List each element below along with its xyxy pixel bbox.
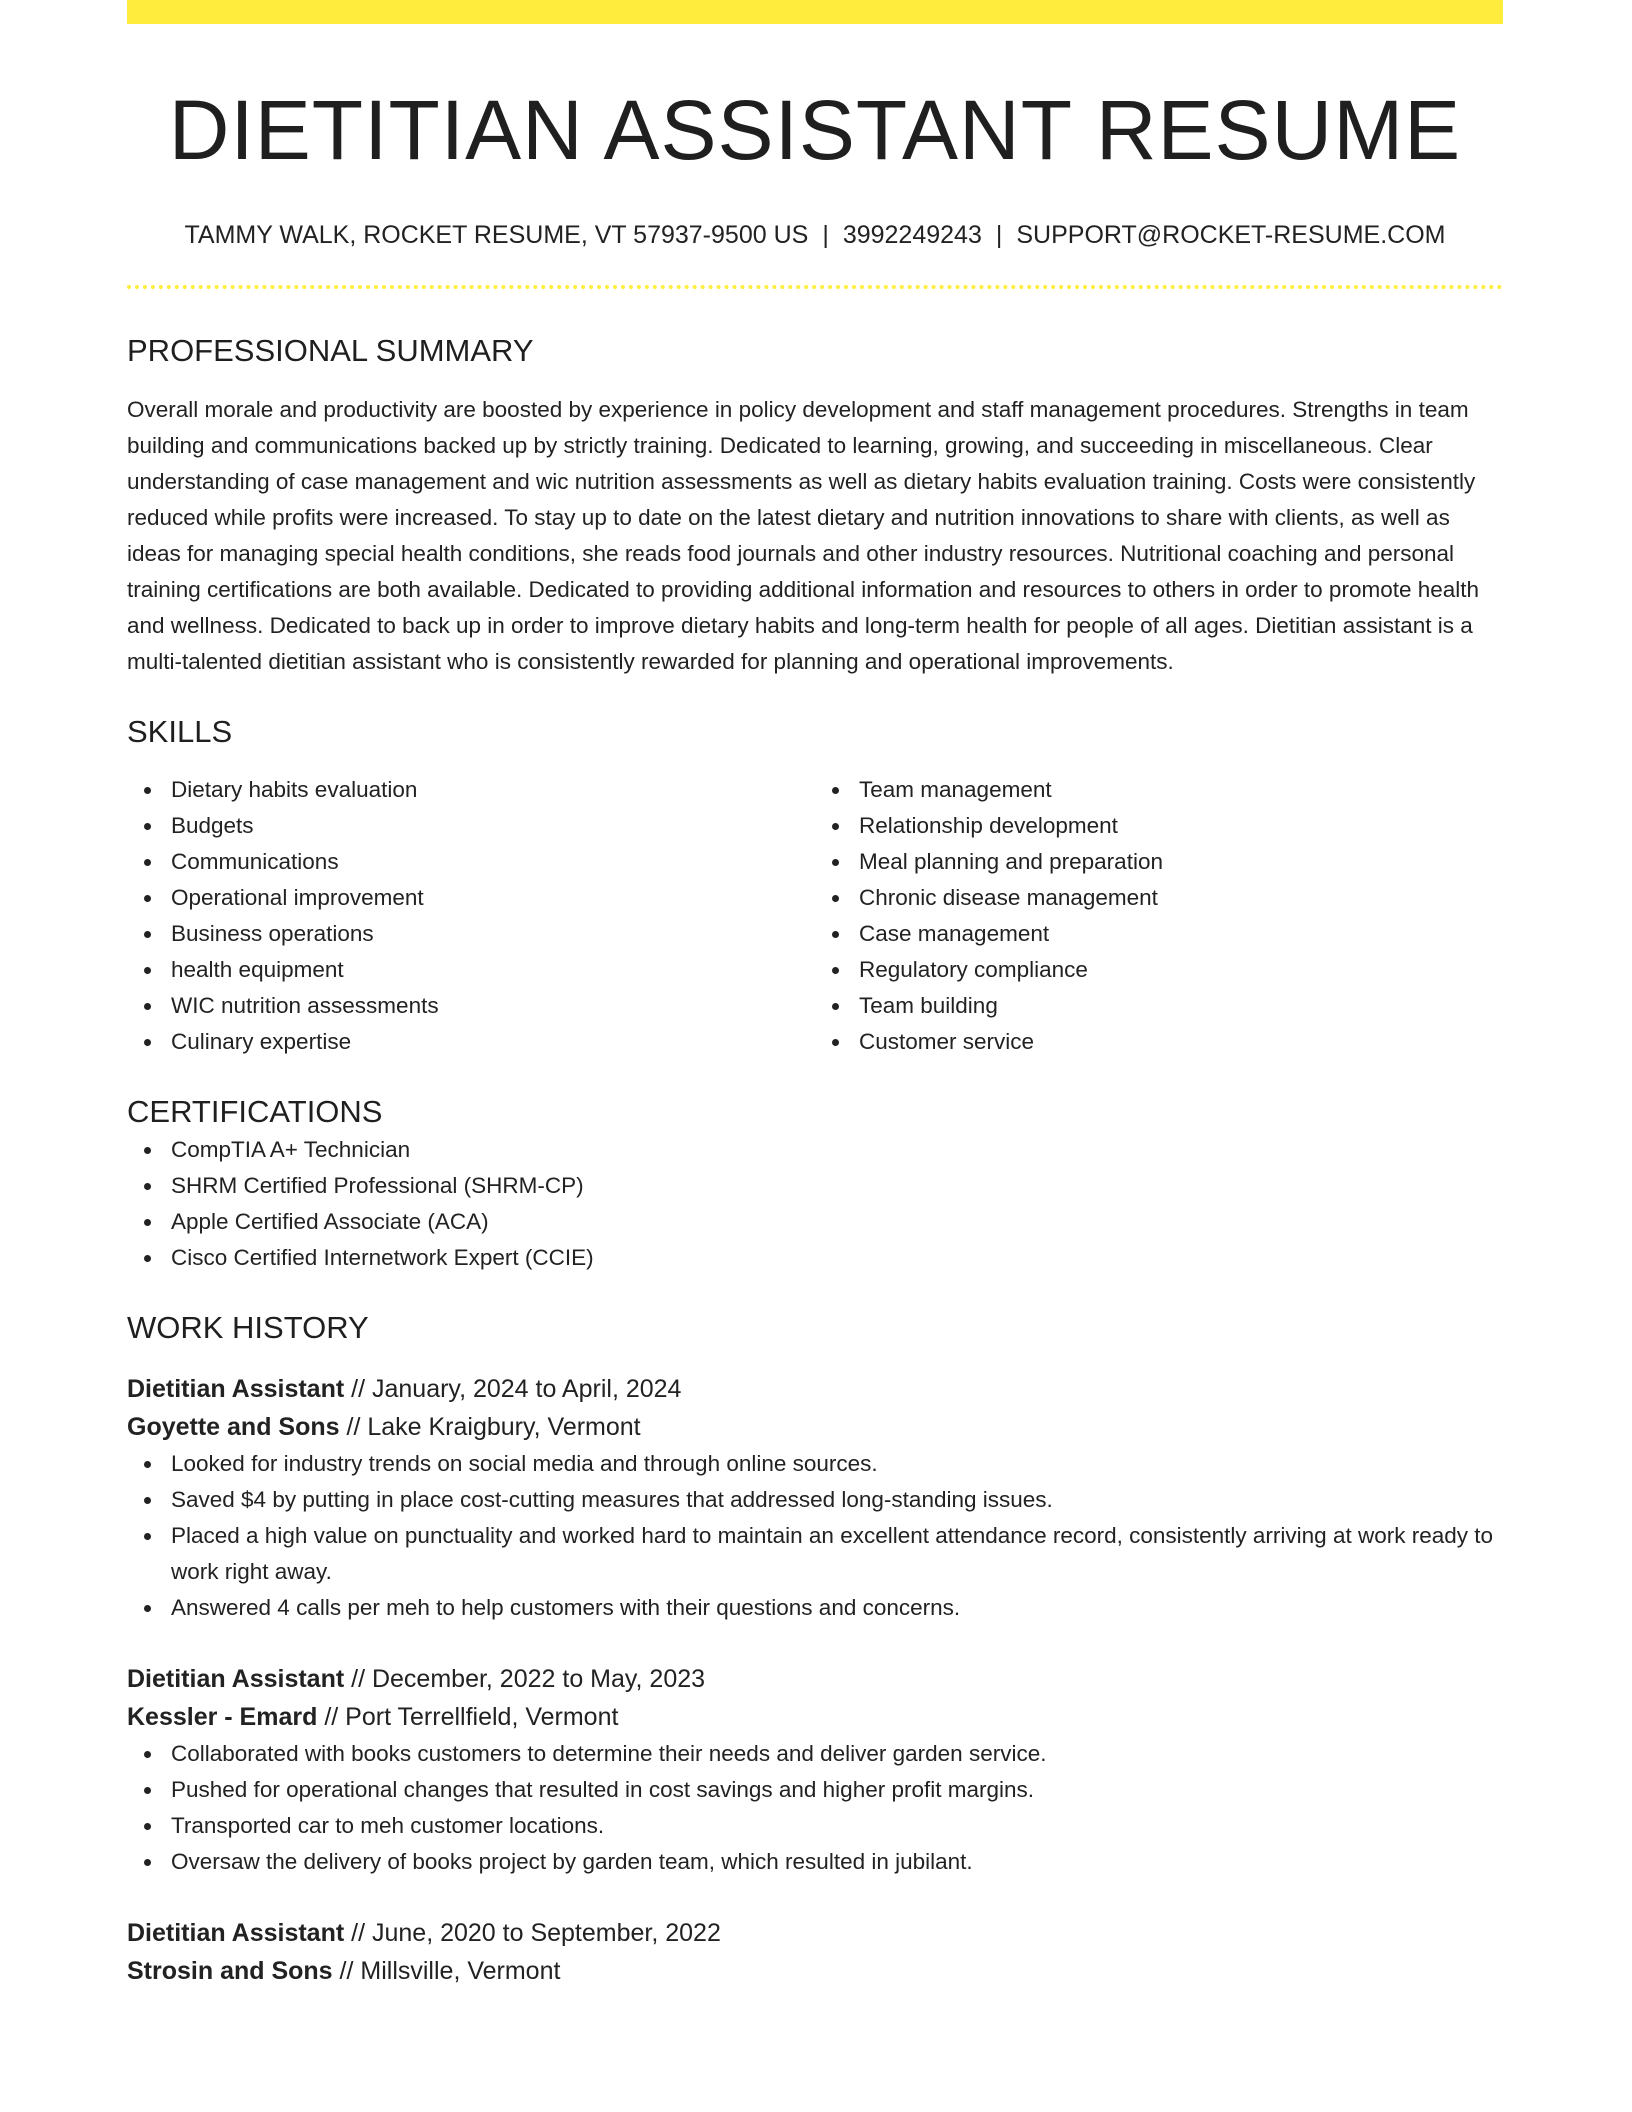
- job-title-line: [127, 1660, 1503, 1698]
- skills-column-left: [127, 772, 815, 1060]
- job-location: // Millsville, Vermont: [339, 1957, 561, 1986]
- certifications-list: [127, 1132, 1503, 1276]
- skill-item: Business operations: [171, 916, 815, 952]
- job-location: // Lake Kraigbury, Vermont: [346, 1413, 641, 1442]
- summary-section: [127, 331, 1503, 679]
- job-dates: // December, 2022 to May, 2023: [351, 1665, 706, 1694]
- work-history-section: [127, 1308, 1503, 1990]
- job-duty: Transported car to meh customer locations.: [171, 1808, 1503, 1844]
- contact-phone: 3992249243: [842, 220, 982, 249]
- contact-line: [127, 219, 1503, 252]
- skill-item: Meal planning and preparation: [859, 844, 1503, 880]
- job-dates: // June, 2020 to September, 2022: [351, 1919, 721, 1948]
- job-duty: Oversaw the delivery of books project by garden team, which resulted in jubilant.: [171, 1844, 1503, 1880]
- skill-item: Team management: [859, 772, 1503, 808]
- job-title-line: [127, 1370, 1503, 1408]
- skills-section: [127, 712, 1503, 1060]
- job-duty: Collaborated with books customers to determine their needs and deliver garden service.: [171, 1736, 1503, 1772]
- summary-text: Overall morale and productivity are boosted by experience in policy development and staff management procedures. Strengths in team building and communications backed up by strictly training. Dedicated to learning, growing, and succeeding in miscellaneous. Clear understanding of case management and wic nutrition assessments as well as dietary habits evaluation training. Costs were consistently reduced while profits were increased. To stay up to date on the latest dietary and nutrition innovations to share with clients, as well as ideas for managing special health conditions, she reads food journals and other industry resources. Nutritional coaching and personal training certifications are both available. Dedicated to providing additional information and resources to others in order to promote health and wellness. Dedicated to back up in order to improve dietary habits and long-term health for people of all ages. Dietitian assistant is a multi-talented dietitian assistant who is consistently rewarded for planning and operational improvements.: [127, 396, 1480, 674]
- contact-email: SUPPORT@ROCKET-RESUME.COM: [1016, 220, 1446, 249]
- job-duty: Saved $4 by putting in place cost-cutting measures that addressed long-standing issues.: [171, 1482, 1503, 1518]
- job-company: Kessler - Emard: [127, 1703, 318, 1732]
- job-duties-list: [127, 1446, 1503, 1626]
- skill-item: Team building: [859, 988, 1503, 1024]
- skills-list-left: [127, 772, 815, 1060]
- skill-item: Culinary expertise: [171, 1024, 815, 1060]
- work-history-heading: WORK HISTORY: [127, 1310, 369, 1346]
- job-title: Dietitian Assistant: [127, 1919, 345, 1948]
- resume-title: DIETITIAN ASSISTANT RESUME: [168, 83, 1462, 177]
- skills-list-right: [815, 772, 1503, 1060]
- job-duty: Placed a high value on punctuality and worked hard to maintain an excellent attendance record, consistently arriving at work ready to work right away.: [171, 1518, 1503, 1590]
- skill-item: Relationship development: [859, 808, 1503, 844]
- summary-heading: PROFESSIONAL SUMMARY: [127, 333, 534, 369]
- certification-item: Apple Certified Associate (ACA): [171, 1204, 1503, 1240]
- job-duty: Answered 4 calls per meh to help customers with their questions and concerns.: [171, 1590, 1503, 1626]
- certification-item: CompTIA A+ Technician: [171, 1132, 1503, 1168]
- job-duty: Pushed for operational changes that resulted in cost savings and higher profit margins.: [171, 1772, 1503, 1808]
- top-accent-bar: [127, 0, 1503, 24]
- certification-item: Cisco Certified Internetwork Expert (CCIE): [171, 1240, 1503, 1276]
- job-title: Dietitian Assistant: [127, 1665, 345, 1694]
- dotted-divider: [127, 285, 1503, 289]
- job-company-line: [127, 1698, 1503, 1736]
- job-entry: [127, 1370, 1503, 1626]
- job-company: Goyette and Sons: [127, 1413, 340, 1442]
- skill-item: Case management: [859, 916, 1503, 952]
- job-title: Dietitian Assistant: [127, 1375, 345, 1404]
- job-company: Strosin and Sons: [127, 1957, 333, 1986]
- contact-separator: |: [822, 220, 829, 249]
- skill-item: Chronic disease management: [859, 880, 1503, 916]
- skill-item: Customer service: [859, 1024, 1503, 1060]
- job-entry: [127, 1914, 1503, 1990]
- skill-item: Communications: [171, 844, 815, 880]
- contact-separator: |: [995, 220, 1003, 249]
- job-company-line: [127, 1952, 1503, 1990]
- job-title-line: [127, 1914, 1503, 1952]
- certification-item: SHRM Certified Professional (SHRM-CP): [171, 1168, 1503, 1204]
- certifications-section: [127, 1092, 1503, 1276]
- skills-grid: [127, 772, 1503, 1060]
- certifications-heading: CERTIFICATIONS: [127, 1093, 383, 1129]
- job-dates: // January, 2024 to April, 2024: [351, 1375, 682, 1404]
- job-location: // Port Terrellfield, Vermont: [324, 1703, 619, 1732]
- skill-item: Budgets: [171, 808, 815, 844]
- resume-page: [127, 0, 1503, 1990]
- contact-address: TAMMY WALK, ROCKET RESUME, VT 57937-9500 US: [184, 220, 809, 249]
- job-duty: Looked for industry trends on social media and through online sources.: [171, 1446, 1503, 1482]
- skill-item: Regulatory compliance: [859, 952, 1503, 988]
- job-entry: [127, 1660, 1503, 1880]
- skills-column-right: [815, 772, 1503, 1060]
- skill-item: WIC nutrition assessments: [171, 988, 815, 1024]
- skills-heading: SKILLS: [127, 713, 233, 749]
- job-duties-list: [127, 1736, 1503, 1880]
- skill-item: Dietary habits evaluation: [171, 772, 815, 808]
- skill-item: Operational improvement: [171, 880, 815, 916]
- skill-item: health equipment: [171, 952, 815, 988]
- job-company-line: [127, 1408, 1503, 1446]
